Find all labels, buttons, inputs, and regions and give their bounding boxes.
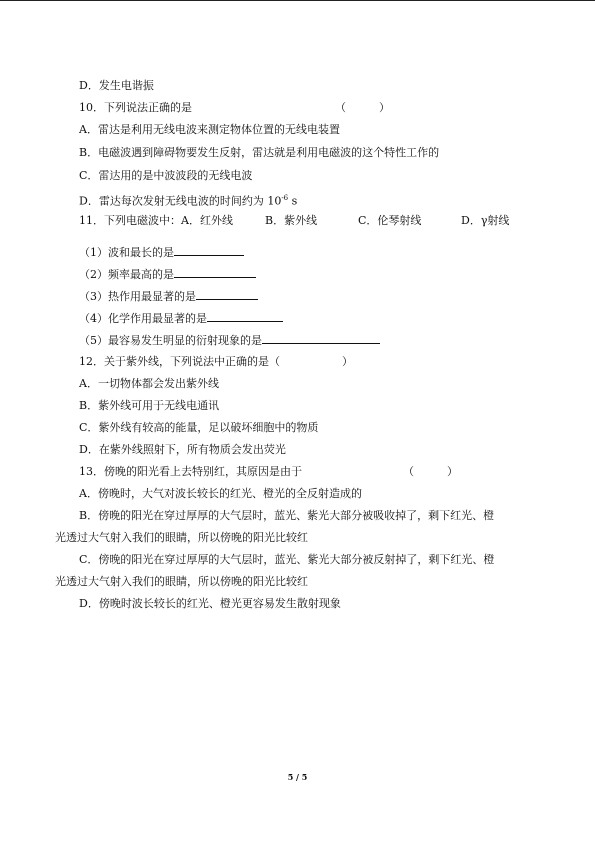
q11-sub-3-text: （3）热作用最显著的是 xyxy=(79,290,196,303)
q13-option-d: D．傍晚时波长较长的红光、橙光更容易发生散射现象 xyxy=(79,597,341,610)
q11-stem: 11．下列电磁波中：A．红外线 xyxy=(79,214,233,227)
q11-option-d: D．γ射线 xyxy=(461,214,510,227)
q10-stem: 10．下列说法正确的是 xyxy=(79,101,192,114)
q13-option-c-line2: 光透过大气射入我们的眼睛，所以傍晚的阳光比较红 xyxy=(55,575,308,588)
q10-option-d xyxy=(79,191,297,209)
q12-stem: 12．关于紫外线，下列说法中正确的是（ xyxy=(79,355,280,368)
q10-option-c: C．雷达用的是中波波段的无线电波 xyxy=(79,169,253,182)
top-border-rule xyxy=(0,0,595,1)
q10-option-d-exponent: -6 xyxy=(281,194,289,202)
q13-stem: 13．傍晚的阳光看上去特别红，其原因是由于 xyxy=(79,465,302,478)
q12-option-c: C．紫外线有较高的能量，足以破坏细胞中的物质 xyxy=(79,421,319,434)
q11-sub-3 xyxy=(79,289,258,304)
q10-option-d-text: D．雷达每次发射无线电波的时间约为 10 xyxy=(79,194,282,208)
q10-answer-parens: （ ） xyxy=(335,101,390,114)
q11-sub-2 xyxy=(79,267,256,282)
q10-option-b: B．电磁波遇到障碍物要发生反射，雷达就是利用电磁波的这个特性工作的 xyxy=(79,146,440,159)
page-number: 5 / 5 xyxy=(287,772,308,782)
q13-option-a: A．傍晚时，大气对波长较长的红光、橙光的全反射造成的 xyxy=(79,487,362,500)
q11-sub-4 xyxy=(79,311,283,326)
answer-blank[interactable] xyxy=(174,245,244,256)
q12-answer-paren-close: ） xyxy=(342,355,353,368)
q10-option-d-unit: s xyxy=(288,194,298,208)
q11-sub-1 xyxy=(79,245,244,260)
q11-sub-1-text: （1）波和最长的是 xyxy=(79,246,174,259)
answer-blank[interactable] xyxy=(262,333,380,344)
q10-option-a: A．雷达是利用无线电波来测定物体位置的无线电装置 xyxy=(79,123,340,136)
answer-blank[interactable] xyxy=(174,267,256,278)
q12-option-a: A．一切物体都会发出紫外线 xyxy=(79,377,219,390)
q11-sub-5-text: （5）最容易发生明显的衍射现象的是 xyxy=(79,334,262,347)
q11-sub-2-text: （2）频率最高的是 xyxy=(79,268,174,281)
q13-option-c-line1: C．傍晚的阳光在穿过厚厚的大气层时，蓝光、紫光大部分被反射掉了，剩下红光、橙 xyxy=(79,553,495,566)
q12-option-d: D．在紫外线照射下，所有物质会发出荧光 xyxy=(79,443,286,456)
q13-option-b-line2: 光透过大气射入我们的眼睛，所以傍晚的阳光比较红 xyxy=(55,531,308,544)
q11-sub-4-text: （4）化学作用最显著的是 xyxy=(79,312,207,325)
q9-option-d: D．发生电谐振 xyxy=(79,79,154,92)
q13-option-b-line1: B．傍晚的阳光在穿过厚厚的大气层时，蓝光、紫光大部分被吸收掉了，剩下红光、橙 xyxy=(79,509,495,522)
q12-option-b: B．紫外线可用于无线电通讯 xyxy=(79,399,220,412)
answer-blank[interactable] xyxy=(207,311,283,322)
q11-option-c: C．伦琴射线 xyxy=(358,214,422,227)
answer-blank[interactable] xyxy=(196,289,258,300)
q11-sub-5 xyxy=(79,333,380,348)
q11-option-b: B．紫外线 xyxy=(265,214,318,227)
q13-answer-parens: （ ） xyxy=(403,465,458,478)
